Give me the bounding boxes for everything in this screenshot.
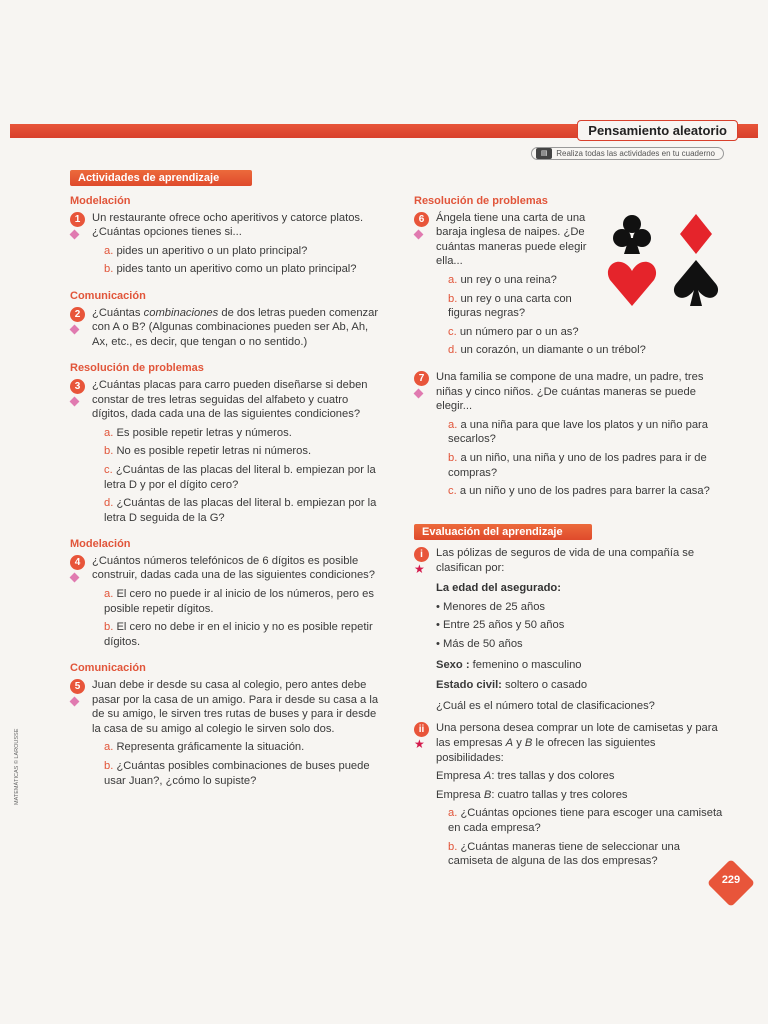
subheading: Comunicación bbox=[70, 289, 146, 302]
right-column-bottom bbox=[414, 546, 724, 873]
question-text: Una familia se compone de una madre, un padre, tres niñas y cinco niños. ¿De cuántas maneras se puede elegir... bbox=[436, 370, 704, 413]
left-column bbox=[70, 188, 380, 792]
question-number: 3 bbox=[70, 379, 85, 394]
civil-line: Estado civil: soltero o casado bbox=[436, 679, 588, 692]
question-6-cont bbox=[414, 325, 724, 358]
question-2 bbox=[70, 306, 380, 350]
option-b: b. No es posible repetir letras ni números. bbox=[104, 445, 312, 458]
question-ii bbox=[414, 721, 724, 868]
star-icon: ★ bbox=[414, 737, 425, 752]
option-a: a. a una niña para que lave los platos y un niño para secarlos? bbox=[448, 418, 708, 446]
question-number: i bbox=[414, 547, 429, 562]
option-a: a. Es posible repetir letras y números. bbox=[104, 426, 292, 439]
age-label: La edad del asegurado: bbox=[436, 582, 561, 595]
age-item: • Más de 50 años bbox=[436, 637, 523, 650]
option-d: d. un corazón, un diamante o un trébol? bbox=[448, 344, 646, 357]
diamond-suit-icon bbox=[680, 214, 712, 254]
company-b: Empresa B: cuatro tallas y tres colores bbox=[436, 788, 628, 801]
diamond-icon bbox=[414, 388, 424, 398]
question-text: Ángela tiene una carta de una baraja inglesa de naipes. ¿De cuántas maneras puede elegir ella... bbox=[436, 211, 587, 268]
activities-heading: Actividades de aprendizaje bbox=[70, 170, 252, 186]
option-b: b. pides tanto un aperitivo como un plato principal? bbox=[104, 263, 357, 276]
option-a: a. un rey o una reina? bbox=[448, 273, 557, 286]
question-text: ¿Cuántas combinaciones de dos letras pueden comenzar con A o B? (Algunas combinaciones pueden ser Ab, Ah, Ax, etc., es decir, que tengan o no sentido.) bbox=[92, 306, 379, 348]
section-title: Pensamiento aleatorio bbox=[577, 120, 738, 141]
diamond-icon bbox=[414, 229, 424, 239]
book-icon: ▤ bbox=[536, 148, 552, 159]
option-a: a. ¿Cuántas opciones tiene para escoger una camiseta en cada empresa? bbox=[448, 807, 723, 834]
option-a: a. Representa gráficamente la situación. bbox=[104, 741, 305, 754]
age-item: • Menores de 25 años bbox=[436, 600, 546, 613]
side-credit: MATEMÁTICAS © LAROUSSE bbox=[14, 728, 20, 805]
diamond-icon bbox=[70, 396, 80, 406]
option-c: c. a un niño y uno de los padres para barrer la casa? bbox=[448, 485, 710, 498]
question-text: Juan debe ir desde su casa al colegio, pero antes debe pasar por la casa de un amigo. Para ir desde su casa a la de su amigo, le sirven tres rutas de buses y para ir desde la casa de su amigo al colegio le sirven solo dos. bbox=[92, 679, 379, 735]
question-text: Un restaurante ofrece ocho aperitivos y catorce platos. ¿Cuántas opciones tienes si... bbox=[92, 211, 364, 239]
club-icon bbox=[613, 215, 651, 254]
page-number: 229 bbox=[721, 874, 741, 886]
question-i bbox=[414, 546, 724, 713]
subheading: Resolución de problemas bbox=[414, 195, 548, 207]
card-suits-figure bbox=[604, 210, 734, 310]
question-number: 6 bbox=[414, 212, 429, 227]
question-6 bbox=[414, 211, 606, 321]
question-text: Las pólizas de seguros de vida de una compañía se clasifican por: bbox=[436, 547, 695, 574]
question-3 bbox=[70, 378, 380, 525]
subheading: Resolución de problemas bbox=[70, 362, 204, 375]
subheading: Modelación bbox=[70, 538, 131, 551]
heart-icon bbox=[608, 262, 656, 306]
diamond-icon bbox=[70, 324, 80, 334]
option-d: d. ¿Cuántas de las placas del literal b. empiezan por la letra D seguida de la G? bbox=[104, 497, 377, 524]
question-number: 4 bbox=[70, 555, 85, 570]
question-final: ¿Cuál es el número total de clasificaciones? bbox=[436, 699, 655, 712]
question-text: ¿Cuántos números telefónicos de 6 dígitos es posible construir, dadas cada una de las siguientes condiciones? bbox=[92, 554, 375, 582]
option-b: b. un rey o una carta con figuras negras? bbox=[448, 292, 572, 320]
question-number: 7 bbox=[414, 371, 429, 386]
option-b: b. a un niño, una niña y uno de los padres para ir de compras? bbox=[448, 451, 707, 479]
diamond-icon bbox=[70, 229, 80, 239]
question-number: 5 bbox=[70, 679, 85, 694]
option-b: b. El cero no debe ir en el inicio y no es posible repetir dígitos. bbox=[104, 621, 373, 648]
option-a: a. pides un aperitivo o un plato principal? bbox=[104, 244, 308, 257]
company-a: Empresa A: tres tallas y dos colores bbox=[436, 770, 615, 783]
option-c: c. ¿Cuántas de las placas del literal b. empiezan por la letra D y por el dígito cero? bbox=[104, 463, 376, 491]
subheading: Comunicación bbox=[70, 662, 146, 675]
question-number: 1 bbox=[70, 212, 85, 227]
instruction-note bbox=[531, 147, 724, 160]
diamond-icon bbox=[70, 697, 80, 707]
question-number: ii bbox=[414, 722, 429, 737]
question-text: Una persona desea comprar un lote de camisetas y para las empresas A y B le ofrecen las siguientes posibilidades: bbox=[436, 722, 718, 764]
option-a: a. El cero no puede ir al inicio de los números, pero es posible repetir dígitos. bbox=[104, 588, 374, 615]
question-5 bbox=[70, 678, 380, 788]
star-icon: ★ bbox=[414, 562, 425, 576]
diamond-icon bbox=[70, 572, 80, 582]
question-text: ¿Cuántas placas para carro pueden diseñarse si deben constar de tres letras seguidas del alfabeto y cuatro dígitos, dada cada una de las siguientes condiciones? bbox=[92, 378, 368, 421]
sex-line: Sexo : femenino o masculino bbox=[436, 658, 582, 671]
option-c: c. un número par o un as? bbox=[448, 325, 579, 338]
instruction-text: Realiza todas las actividades en tu cuaderno bbox=[556, 149, 715, 158]
option-b: b. ¿Cuántas maneras tiene de seleccionar una camiseta de alguna de las dos empresas? bbox=[448, 840, 680, 868]
subheading: Modelación bbox=[70, 195, 131, 207]
question-7 bbox=[414, 370, 724, 499]
question-4 bbox=[70, 554, 380, 650]
spade-icon bbox=[674, 260, 718, 306]
evaluation-heading: Evaluación del aprendizaje bbox=[414, 524, 592, 540]
age-item: • Entre 25 años y 50 años bbox=[436, 619, 565, 632]
question-number: 2 bbox=[70, 307, 85, 322]
option-b: b. ¿Cuántas posibles combinaciones de buses puede usar Juan?, ¿cómo lo supiste? bbox=[104, 760, 370, 787]
question-1 bbox=[70, 211, 380, 277]
